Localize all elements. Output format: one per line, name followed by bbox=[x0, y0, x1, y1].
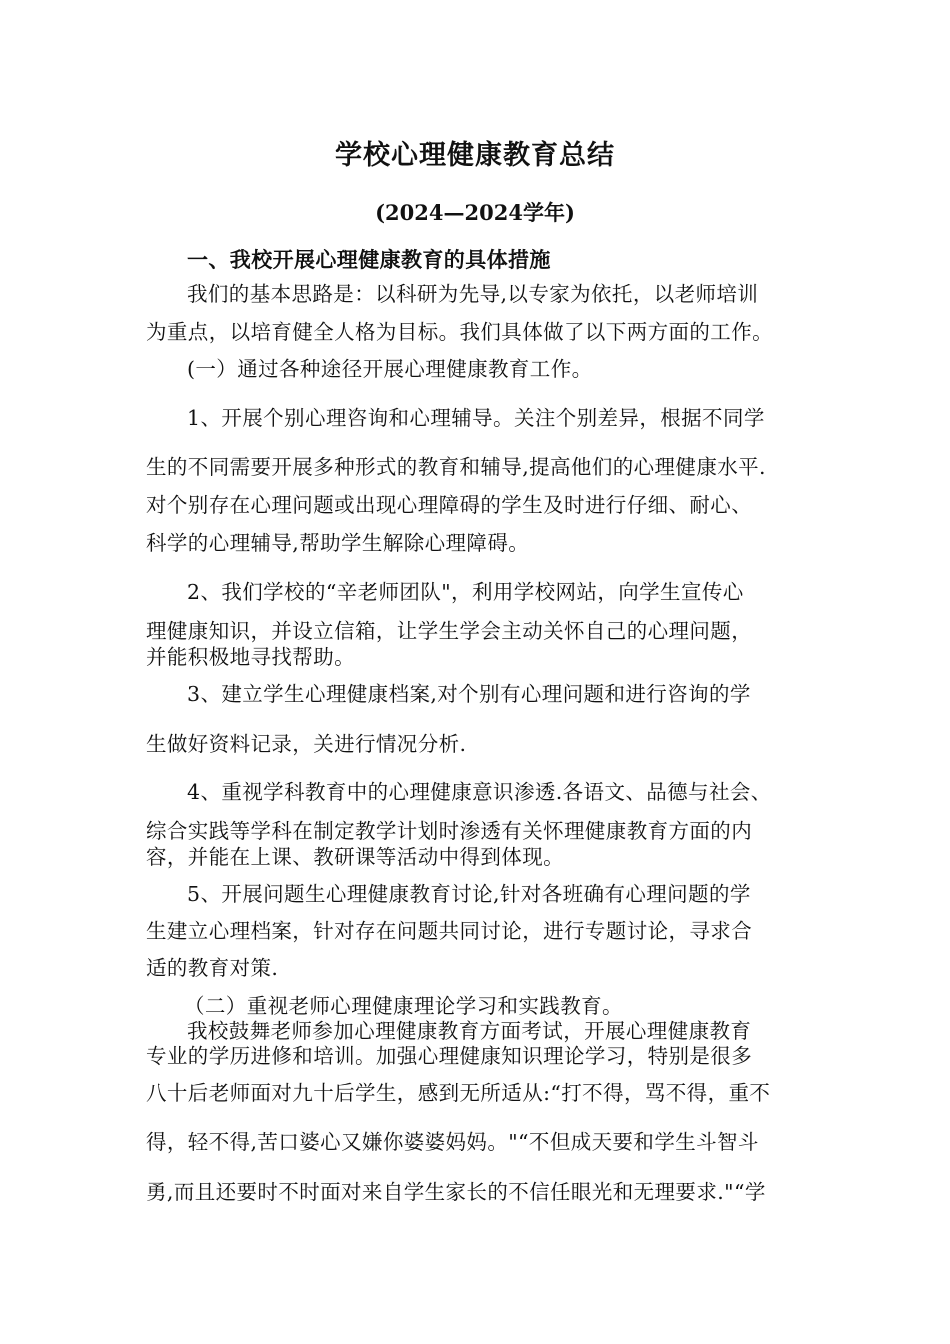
paragraph-line: 我们的基本思路是：以科研为先导,以专家为依托，以老师培训 bbox=[187, 282, 759, 306]
paragraph-line: 勇,而且还要时不时面对来自学生家长的不信任眼光和无理要求."“学 bbox=[146, 1180, 766, 1204]
paragraph-line: 理健康知识，并设立信箱，让学生学会主动关怀自己的心理问题， bbox=[146, 619, 753, 643]
subsection-heading-1: (一）通过各种途径开展心理健康教育工作。 bbox=[187, 357, 593, 381]
paragraph-line: 1、开展个别心理咨询和心理辅导。关注个别差异，根据不同学 bbox=[187, 406, 765, 430]
paragraph-line: 生的不同需要开展多种形式的教育和辅导,提高他们的心理健康水平. bbox=[146, 455, 766, 479]
paragraph-line: 容，并能在上课、教研课等活动中得到体现。 bbox=[146, 845, 564, 869]
paragraph-line: 生建立心理档案，针对存在问题共同讨论，进行专题讨论，寻求合 bbox=[146, 919, 753, 943]
paragraph-line: 为重点，以培育健全人格为目标。我们具体做了以下两方面的工作。 bbox=[146, 320, 773, 344]
section-heading-1: 一、我校开展心理健康教育的具体措施 bbox=[187, 247, 551, 272]
paragraph-line: 5、开展问题生心理健康教育讨论,针对各班确有心理问题的学 bbox=[187, 882, 751, 906]
subsection-heading-2: （二）重视老师心理健康理论学习和实践教育。 bbox=[184, 994, 623, 1018]
paragraph-line: 专业的学历进修和培训。加强心理健康知识理论学习，特别是很多 bbox=[146, 1044, 753, 1068]
paragraph-line: 对个别存在心理问题或出现心理障碍的学生及时进行仔细、耐心、 bbox=[146, 493, 753, 517]
paragraph-line: 并能积极地寻找帮助。 bbox=[146, 645, 355, 669]
academic-year: (2024—2024学年) bbox=[375, 200, 575, 225]
paragraph-line: 生做好资料记录，关进行情况分析. bbox=[146, 732, 467, 756]
paragraph-line: 得，轻不得,苦口婆心又嫌你婆婆妈妈。"“不但成天要和学生斗智斗 bbox=[146, 1130, 759, 1154]
paragraph-line: 4、重视学科教育中的心理健康意识渗透.各语文、品德与社会、 bbox=[187, 780, 772, 804]
paragraph-line: 适的教育对策. bbox=[146, 956, 279, 980]
paragraph-line: 我校鼓舞老师参加心理健康教育方面考试，开展心理健康教育 bbox=[187, 1019, 752, 1043]
document-title: 学校心理健康教育总结 bbox=[335, 140, 615, 171]
paragraph-line: 3、建立学生心理健康档案,对个别有心理问题和进行咨询的学 bbox=[187, 682, 751, 706]
paragraph-line: 科学的心理辅导,帮助学生解除心理障碍。 bbox=[146, 531, 530, 555]
paragraph-line: 八十后老师面对九十后学生，感到无所适从:“打不得，骂不得，重不 bbox=[146, 1081, 771, 1105]
paragraph-line: 综合实践等学科在制定教学计划时渗透有关怀理健康教育方面的内 bbox=[146, 819, 753, 843]
paragraph-line: 2、我们学校的“辛老师团队"，利用学校网站，向学生宣传心 bbox=[187, 580, 744, 604]
